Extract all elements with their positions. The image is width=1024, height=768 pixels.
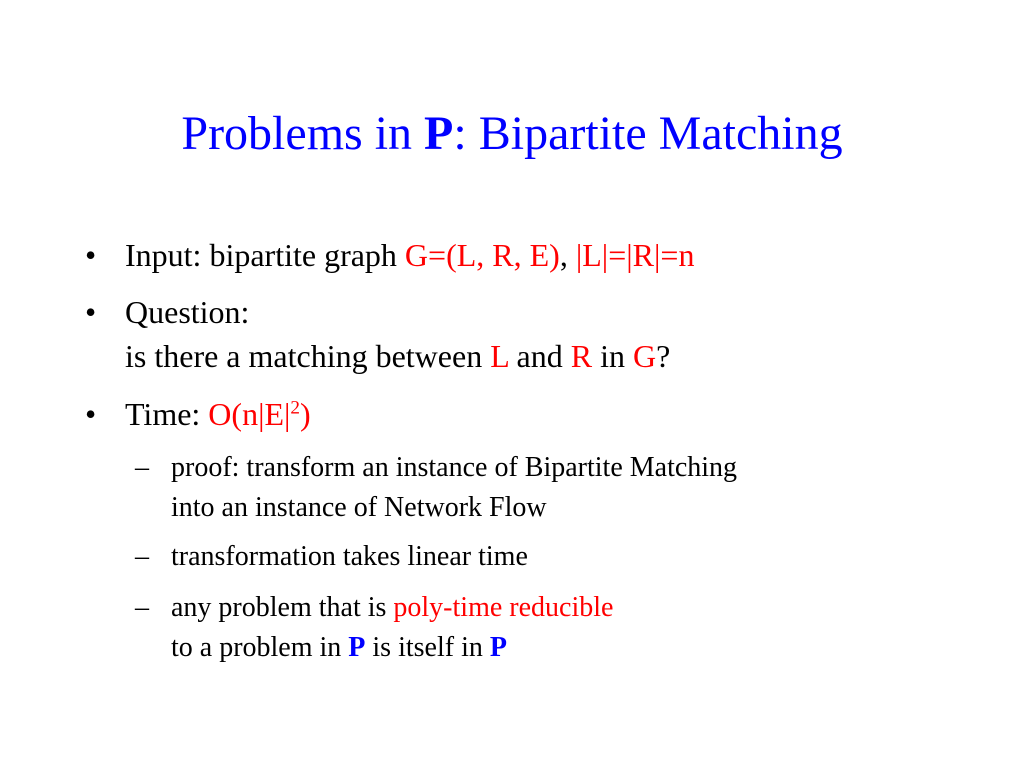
time-expr-base: O(n|E| [208, 396, 291, 432]
question-l: L [490, 338, 509, 374]
bullet-time [85, 392, 311, 436]
bullet-question-text [125, 334, 670, 378]
bullet-marker: • [85, 237, 97, 273]
dash-marker: – [135, 541, 149, 572]
question-g: G [632, 338, 657, 374]
bullet-input-text: Input: bipartite graph [125, 237, 405, 273]
bullet-question [85, 290, 671, 378]
bullet-input-size: |L|=|R|=n [575, 237, 695, 273]
question-text-part: is there a matching between [125, 338, 491, 374]
question-in: in [592, 338, 633, 374]
bullet-marker: • [85, 294, 97, 330]
title-p-bold: P [424, 107, 454, 160]
sub-item-reducible-line1 [171, 588, 613, 628]
bullet-time-label: Time: [125, 396, 209, 432]
sub-item-reducible [135, 588, 614, 668]
sub-item-proof [135, 448, 738, 528]
question-r: R [570, 338, 593, 374]
reducible-p-1: P [348, 632, 366, 663]
sub-item-reducible-line2 [171, 628, 613, 668]
title-prefix: Problems in [181, 107, 425, 160]
sub-item-transformation-text: transformation takes linear time [171, 541, 528, 572]
reducible-line2-text: to a problem in [171, 632, 349, 663]
time-expr-close: ) [300, 396, 311, 432]
sub-item-proof-line2: into an instance of Network Flow [171, 492, 547, 523]
bullet-input-graph: G=(L, R, E) [404, 237, 560, 273]
sub-item-transformation [135, 537, 528, 577]
question-and: and [508, 338, 571, 374]
bullet-time-expr [208, 396, 310, 432]
dash-marker: – [135, 592, 149, 623]
title-suffix: : Bipartite Matching [453, 107, 843, 160]
dash-marker: – [135, 452, 149, 483]
question-mark: ? [656, 338, 671, 374]
reducible-text: any problem that is [171, 592, 394, 623]
bullet-marker: • [85, 396, 97, 432]
bullet-input [85, 233, 695, 277]
reducible-highlight: poly-time reducible [393, 592, 614, 623]
bullet-question-label: Question: [125, 294, 250, 330]
time-expr-exponent: 2 [290, 397, 301, 419]
sub-item-proof-line1: proof: transform an instance of Bipartite Matching [171, 452, 738, 483]
reducible-p-2: P [489, 632, 507, 663]
reducible-itself: is itself in [365, 632, 490, 663]
bullet-input-comma: , [559, 237, 576, 273]
